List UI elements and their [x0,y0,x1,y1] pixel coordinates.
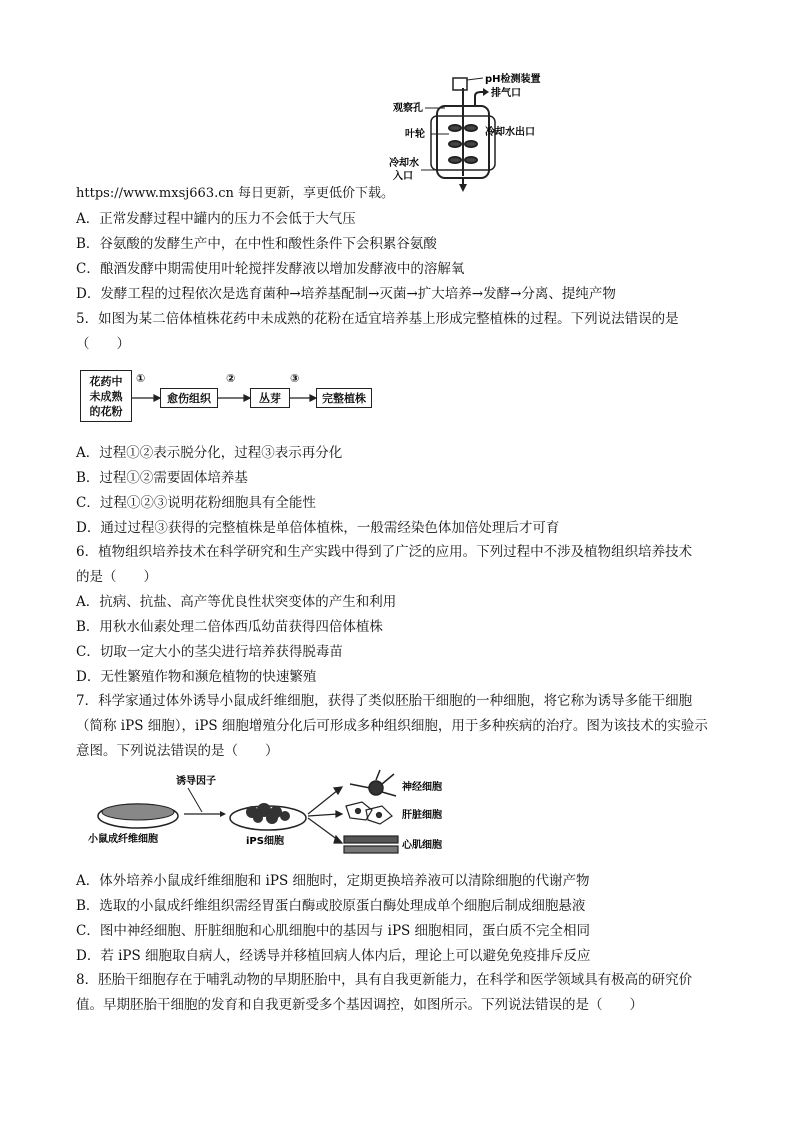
q4-option-a: A．正常发酵过程中罐内的压力不会低于大气压 [76,211,356,227]
flow-start-line2: 未成熟 [89,389,123,403]
ips-label-heart: 心肌细胞 [402,840,442,851]
q5-stem-line2: （ ） [76,336,130,352]
flow-step-2: ② [226,372,236,385]
label-coolin-2: 入口 [393,171,413,182]
ips-label-neuron: 神经细胞 [402,782,442,793]
q7-stem-line2: （简称 iPS 细胞），iPS 细胞增殖分化后可形成多种组织细胞，用于多种疾病的治疗。图为该技术的实验示 [76,718,708,734]
q7-option-c: C．图中神经细胞、肝脏细胞和心肌细胞中的基因与 iPS 细胞相同，蛋白质不完全相同 [76,923,591,939]
label-coolout: 冷却水出口 [485,127,535,138]
ips-label-fibro: 小鼠成纤维细胞 [88,834,158,845]
q6-option-c: C．切取一定大小的茎尖进行培养获得脱毒苗 [76,644,343,660]
label-exhaust: 排气口 [491,88,521,99]
label-coolin-1: 冷却水 [389,158,419,169]
q7-stem-line3: 意图。下列说法错误的是（ ） [76,743,279,759]
ips-label-factor: 诱导因子 [176,776,216,787]
q6-stem-line2: 的是（ ） [76,569,157,585]
q4-option-b: B．谷氨酸的发酵生产中，在中性和酸性条件下会积累谷氨酸 [76,236,437,252]
flow-start-box [80,370,132,422]
label-ph: pH检测装置 [485,74,541,85]
q6-option-a: A．抗病、抗盐、高产等优良性状突变体的产生和利用 [76,594,397,610]
ips-diagram [80,766,460,866]
q7-option-b: B．选取的小鼠成纤维组织需经胃蛋白酶或胶原蛋白酶处理成单个细胞后制成细胞悬液 [76,898,586,914]
q5-option-d: D．通过过程③获得的完整植株是单倍体植株，一般需经染色体加倍处理后才可育 [76,520,560,536]
label-window: 观察孔 [393,103,423,114]
q5-stem-line1: 5．如图为某二倍体植株花药中未成熟的花粉在适宜培养基上形成完整植株的过程。下列说法错误的是 [76,311,679,327]
q6-option-b: B．用秋水仙素处理二倍体西瓜幼苗获得四倍体植株 [76,619,383,635]
q6-stem-line1: 6．植物组织培养技术在科学研究和生产实践中得到了广泛的应用。下列过程中不涉及植物组织培养技术 [76,544,693,560]
q4-option-d: D．发酵工程的过程依次是选育菌种→培养基配制→灭菌→扩大培养→发酵→分离、提纯产物 [76,286,616,302]
ips-label-liver: 肝脏细胞 [402,810,442,821]
watermark-text: https://www.mxsj663.cn 每日更新，享更低价下载。 [76,186,395,201]
q7-stem-line1: 7．科学家通过体外诱导小鼠成纤维细胞，获得了类似胚胎干细胞的一种细胞，将它称为诱导多能干细胞 [76,693,693,709]
q8-stem-line2: 值。早期胚胎干细胞的发育和自我更新受多个基因调控，如图所示。下列说法错误的是（ ） [76,997,643,1013]
q4-option-c: C．酿酒发酵中期需使用叶轮搅拌发酵液以增加发酵液中的溶解氧 [76,261,465,277]
q7-option-d: D．若 iPS 细胞取自病人，经诱导并移植回病人体内后，理论上可以避免免疫排斥反应 [76,948,591,964]
q5-option-c: C．过程①②③说明花粉细胞具有全能性 [76,495,316,511]
flow-callus-box: 愈伤组织 [160,388,218,408]
q8-stem-line1: 8．胚胎干细胞存在于哺乳动物的早期胚胎中，具有自我更新能力，在科学和医学领域具有极高的研究价 [76,972,693,988]
flow-shoot-box: 丛芽 [250,388,290,408]
q7-option-a: A．体外培养小鼠成纤维细胞和 iPS 细胞时，定期更换培养液可以清除细胞的代谢产物 [76,873,590,889]
q6-option-d: D．无性繁殖作物和濒危植物的快速繁殖 [76,669,317,685]
flow-arrows [130,388,320,408]
q5-option-b: B．过程①②需要固体培养基 [76,470,248,486]
flow-step-3: ③ [290,372,300,385]
flow-start-line3: 的花粉 [89,404,123,418]
flow-start-line1: 花药中 [89,374,123,388]
q5-option-a: A．过程①②表示脱分化，过程③表示再分化 [76,445,343,461]
label-impeller: 叶轮 [405,129,425,140]
flow-plant-box: 完整植株 [316,388,372,408]
ips-label-ips: iPS细胞 [246,836,284,847]
fermenter-diagram [385,66,555,194]
flow-step-1: ① [136,372,146,385]
